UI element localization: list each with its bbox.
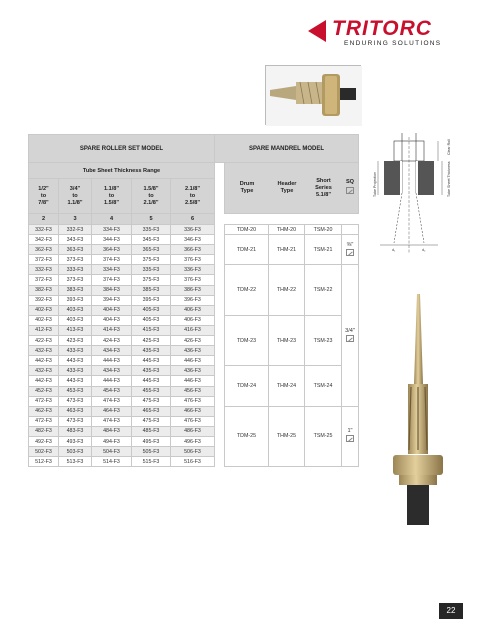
roller-set-cell: 334-F3: [92, 265, 132, 275]
short-series-header: Short Series 5.1/8": [305, 163, 342, 213]
roller-set-cell: 402-F3: [29, 305, 59, 315]
roller-set-cell: 466-F3: [171, 406, 215, 416]
roller-set-cell: 432-F3: [29, 346, 59, 356]
roller-set-cell: 425-F3: [132, 336, 171, 346]
range-number-2: 2: [29, 214, 59, 225]
logo-arrow-icon: [308, 20, 326, 42]
roller-set-cell: 435-F3: [132, 346, 171, 356]
roller-set-cell: 435-F3: [132, 366, 171, 376]
roller-set-cell: 372-F3: [29, 255, 59, 265]
roller-set-cell: 476-F3: [171, 416, 215, 426]
sq-size-cell: [342, 225, 359, 235]
roller-set-cell: 433-F3: [59, 366, 92, 376]
roller-set-cell: 476-F3: [171, 396, 215, 406]
drum-type-cell: TDM-24: [225, 366, 269, 406]
mandrel-header-row: [225, 163, 358, 213]
roller-set-cell: 513-F3: [59, 457, 92, 467]
drum-type-header: Drum Type: [225, 163, 269, 213]
roller-set-cell: 472-F3: [29, 416, 59, 426]
roller-set-cell: 426-F3: [171, 336, 215, 346]
roller-set-cell: 454-F3: [92, 386, 132, 396]
roller-set-cell: 382-F3: [29, 285, 59, 295]
roller-set-cell: 444-F3: [92, 376, 132, 386]
clear-roll-label: Clear Roll: [447, 139, 451, 155]
brand-logo: [308, 18, 466, 48]
roller-set-cell: 332-F3: [29, 265, 59, 275]
roller-set-cell: 374-F3: [92, 255, 132, 265]
roller-set-cell: 396-F3: [171, 295, 215, 305]
sq-header: SQ: [342, 163, 358, 213]
roller-set-cell: 412-F3: [29, 325, 59, 335]
tube-expander-photo-icon: [266, 66, 362, 126]
roller-set-cell: 445-F3: [132, 376, 171, 386]
drum-type-cell: TDM-20: [225, 225, 269, 235]
table-row: [29, 406, 359, 416]
roller-set-cell: 376-F3: [171, 255, 215, 265]
roller-set-cell: 456-F3: [171, 386, 215, 396]
roller-set-cell: 336-F3: [171, 265, 215, 275]
roller-set-cell: 494-F3: [92, 436, 132, 446]
roller-set-cell: 394-F3: [92, 295, 132, 305]
table-row: [29, 235, 359, 245]
roller-set-cell: 455-F3: [132, 386, 171, 396]
d2-label: d₂: [422, 248, 426, 252]
roller-set-cell: 443-F3: [59, 356, 92, 366]
roller-set-cell: 516-F3: [171, 457, 215, 467]
roller-set-cell: 403-F3: [59, 315, 92, 325]
drum-type-cell: TDM-21: [225, 235, 269, 265]
roller-set-cell: 506-F3: [171, 447, 215, 457]
roller-set-cell: 406-F3: [171, 305, 215, 315]
brand-tagline: ENDURING SOLUTIONS: [344, 40, 442, 47]
thickness-range-col-5: 1.5/8" to 2.1/8": [132, 179, 171, 214]
roller-set-cell: 402-F3: [29, 315, 59, 325]
range-number-5: 5: [132, 214, 171, 225]
roller-set-cell: 363-F3: [59, 245, 92, 255]
thickness-range-col-3: 3/4" to 1.1/8": [59, 179, 92, 214]
drum-type-cell: TDM-22: [225, 265, 269, 315]
header-type-cell: THM-22: [269, 265, 305, 315]
roller-set-cell: 436-F3: [171, 346, 215, 356]
roller-set-cell: 385-F3: [132, 285, 171, 295]
roller-set-cell: 505-F3: [132, 447, 171, 457]
short-type-cell: TSM-22: [305, 265, 342, 315]
roller-set-cell: 474-F3: [92, 396, 132, 406]
roller-set-cell: 392-F3: [29, 295, 59, 305]
roller-set-cell: 403-F3: [59, 305, 92, 315]
roller-set-cell: 473-F3: [59, 416, 92, 426]
roller-set-cell: 484-F3: [92, 426, 132, 436]
roller-set-cell: 442-F3: [29, 356, 59, 366]
roller-set-cell: 405-F3: [132, 305, 171, 315]
roller-set-cell: 342-F3: [29, 235, 59, 245]
roller-set-cell: 502-F3: [29, 447, 59, 457]
roller-set-cell: 446-F3: [171, 376, 215, 386]
roller-set-cell: 432-F3: [29, 366, 59, 376]
roller-set-cell: 442-F3: [29, 376, 59, 386]
roller-set-cell: 405-F3: [132, 315, 171, 325]
roller-set-cell: 512-F3: [29, 457, 59, 467]
roller-set-cell: 404-F3: [92, 315, 132, 325]
roller-set-cell: 333-F3: [59, 265, 92, 275]
roller-set-cell: 343-F3: [59, 235, 92, 245]
roller-set-cell: 515-F3: [132, 457, 171, 467]
short-type-cell: TSM-21: [305, 235, 342, 265]
short-type-cell: TSM-25: [305, 406, 342, 467]
short-type-cell: TSM-24: [305, 366, 342, 406]
roller-set-cell: 332-F3: [59, 225, 92, 235]
roller-set-cell: 335-F3: [132, 225, 171, 235]
roller-set-cell: 496-F3: [171, 436, 215, 446]
sq-size-cell: ⅜": [342, 235, 359, 265]
header-type-cell: THM-24: [269, 366, 305, 406]
roller-set-cell: 475-F3: [132, 396, 171, 406]
square-drive-icon: [346, 187, 354, 194]
roller-set-cell: 332-F3: [29, 225, 59, 235]
sq-size-cell: 1": [342, 406, 359, 467]
roller-set-cell: 465-F3: [132, 406, 171, 416]
roller-set-cell: 443-F3: [59, 376, 92, 386]
brand-name: TRITORC: [332, 17, 432, 40]
roller-set-cell: 462-F3: [29, 406, 59, 416]
table-row: [29, 265, 359, 275]
roller-set-cell: 473-F3: [59, 396, 92, 406]
table-row: [29, 225, 359, 235]
roller-set-cell: 446-F3: [171, 356, 215, 366]
drum-type-cell: TDM-23: [225, 315, 269, 365]
tube-sheet-thickness-label: Tube Sheet Thickness: [447, 161, 451, 197]
table-row: [29, 315, 359, 325]
roller-set-cell: 383-F3: [59, 285, 92, 295]
square-drive-icon: [346, 435, 354, 442]
roller-set-cell: 434-F3: [92, 346, 132, 356]
roller-set-cell: 453-F3: [59, 386, 92, 396]
short-type-cell: TSM-23: [305, 315, 342, 365]
header-type-cell: THM-23: [269, 315, 305, 365]
roller-set-cell: 375-F3: [132, 255, 171, 265]
roller-set-cell: 413-F3: [59, 325, 92, 335]
square-drive-icon: [346, 249, 354, 256]
thickness-range-header: Tube Sheet Thickness Range: [29, 163, 215, 179]
roller-set-cell: 372-F3: [29, 275, 59, 285]
roller-set-title: SPARE ROLLER SET MODEL: [29, 135, 215, 163]
roller-set-cell: 444-F3: [92, 356, 132, 366]
drum-type-cell: TDM-25: [225, 406, 269, 467]
roller-set-cell: 344-F3: [92, 235, 132, 245]
header-type-header: Header Type: [269, 163, 305, 213]
roller-set-cell: 486-F3: [171, 426, 215, 436]
mandrel-title: SPARE MANDREL MODEL: [215, 135, 359, 163]
roller-set-cell: 422-F3: [29, 336, 59, 346]
roller-set-cell: 436-F3: [171, 366, 215, 376]
thickness-range-col-2: 1/2" to 7/8": [29, 179, 59, 214]
roller-set-cell: 514-F3: [92, 457, 132, 467]
header-type-cell: THM-21: [269, 235, 305, 265]
sq-size-cell: 3/4": [342, 265, 359, 406]
roller-set-cell: 492-F3: [29, 436, 59, 446]
roller-set-cell: 495-F3: [132, 436, 171, 446]
table-row: [29, 366, 359, 376]
roller-set-cell: 364-F3: [92, 245, 132, 255]
spare-parts-table: [28, 134, 359, 467]
roller-set-cell: 414-F3: [92, 325, 132, 335]
roller-set-cell: 424-F3: [92, 336, 132, 346]
range-number-4: 4: [92, 214, 132, 225]
roller-set-cell: 373-F3: [59, 255, 92, 265]
roller-set-cell: 475-F3: [132, 416, 171, 426]
roller-set-cell: 445-F3: [132, 356, 171, 366]
tube-expander-tool-image: [383, 292, 453, 527]
header-type-cell: THM-20: [269, 225, 305, 235]
roller-set-cell: 406-F3: [171, 315, 215, 325]
roller-set-cell: 375-F3: [132, 275, 171, 285]
roller-set-cell: 334-F3: [92, 225, 132, 235]
roller-set-cell: 404-F3: [92, 305, 132, 315]
thickness-range-col-6: 2.1/8" to 2.5/8": [171, 179, 215, 214]
roller-set-cell: 483-F3: [59, 426, 92, 436]
roller-set-cell: 423-F3: [59, 336, 92, 346]
roller-set-cell: 464-F3: [92, 406, 132, 416]
roller-set-cell: 366-F3: [171, 245, 215, 255]
roller-set-cell: 452-F3: [29, 386, 59, 396]
range-number-3: 3: [59, 214, 92, 225]
roller-set-cell: 376-F3: [171, 275, 215, 285]
short-type-cell: TSM-20: [305, 225, 342, 235]
roller-set-cell: 362-F3: [29, 245, 59, 255]
roller-set-cell: 336-F3: [171, 225, 215, 235]
roller-set-cell: 374-F3: [92, 275, 132, 285]
roller-set-cell: 416-F3: [171, 325, 215, 335]
thickness-range-col-4: 1.1/8" to 1.5/8": [92, 179, 132, 214]
roller-set-cell: 415-F3: [132, 325, 171, 335]
tube-rolling-diagram: [372, 133, 464, 278]
range-number-6: 6: [171, 214, 215, 225]
roller-set-cell: 472-F3: [29, 396, 59, 406]
roller-set-cell: 386-F3: [171, 285, 215, 295]
roller-set-cell: 384-F3: [92, 285, 132, 295]
roller-set-cell: 463-F3: [59, 406, 92, 416]
roller-set-cell: 503-F3: [59, 447, 92, 457]
roller-set-cell: 373-F3: [59, 275, 92, 285]
roller-set-cell: 346-F3: [171, 235, 215, 245]
roller-set-cell: 433-F3: [59, 346, 92, 356]
roller-set-cell: 395-F3: [132, 295, 171, 305]
tube-projection-label: Tube Projection: [373, 171, 377, 197]
roller-set-cell: 365-F3: [132, 245, 171, 255]
roller-set-cell: 393-F3: [59, 295, 92, 305]
roller-set-cell: 482-F3: [29, 426, 59, 436]
roller-set-cell: 504-F3: [92, 447, 132, 457]
roller-set-cell: 345-F3: [132, 235, 171, 245]
roller-set-cell: 474-F3: [92, 416, 132, 426]
roller-set-cell: 434-F3: [92, 366, 132, 376]
roller-set-cell: 493-F3: [59, 436, 92, 446]
square-drive-icon: [346, 335, 354, 342]
product-photo: [265, 65, 361, 125]
roller-set-cell: 335-F3: [132, 265, 171, 275]
roller-set-cell: 485-F3: [132, 426, 171, 436]
page-number: 22: [439, 603, 463, 619]
header-type-cell: THM-25: [269, 406, 305, 467]
d1-label: d₁: [392, 248, 396, 252]
